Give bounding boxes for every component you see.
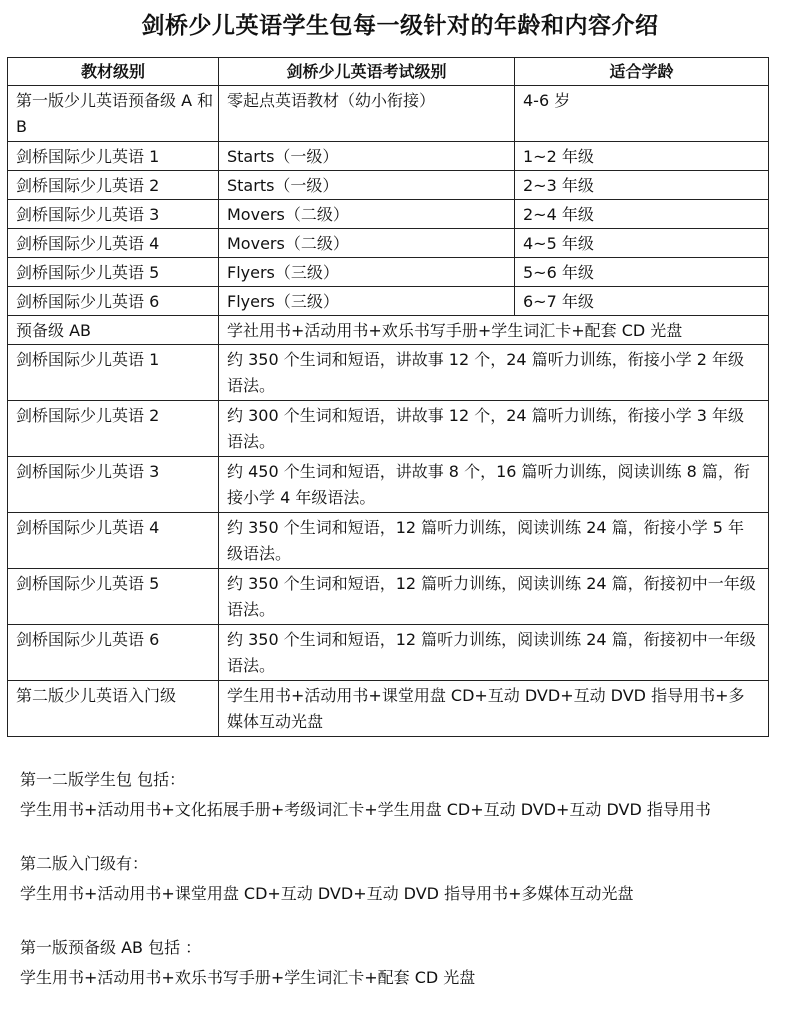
table-row: [8, 86, 769, 142]
cell-level: 剑桥国际少儿英语 4: [8, 229, 219, 258]
page-title: 剑桥少儿英语学生包每一级针对的年龄和内容介绍: [141, 12, 659, 39]
note-block: [20, 851, 790, 907]
table-row: [8, 401, 769, 457]
cell-level: 剑桥国际少儿英语 5: [8, 569, 219, 625]
header-level: 教材级别: [8, 58, 219, 86]
cell-age: 2~4 年级: [515, 200, 769, 229]
cell-content: 约 350 个生词和短语，12 篇听力训练，阅读训练 24 篇，衔接小学 5 年级语法。: [219, 513, 769, 569]
cell-level: 剑桥国际少儿英语 4: [8, 513, 219, 569]
table-row: [8, 316, 769, 345]
note-body: 学生用书+活动用书+课堂用盘 CD+互动 DVD+互动 DVD 指导用书+多媒体互动光盘: [20, 884, 634, 903]
cell-age: 6~7 年级: [515, 287, 769, 316]
note-block: [20, 767, 790, 823]
cell-exam: Movers（二级）: [219, 229, 515, 258]
table-row: [8, 681, 769, 737]
cell-content: 学社用书+活动用书+欢乐书写手册+学生词汇卡+配套 CD 光盘: [219, 316, 769, 345]
table-header-row: [8, 58, 769, 86]
header-exam: 剑桥少儿英语考试级别: [219, 58, 515, 86]
cell-level: 剑桥国际少儿英语 1: [8, 345, 219, 401]
cell-content: 学生用书+活动用书+课堂用盘 CD+互动 DVD+互动 DVD 指导用书+多媒体互动光盘: [219, 681, 769, 737]
table-row: [8, 142, 769, 171]
level-table: [7, 57, 769, 737]
cell-content: 约 350 个生词和短语，讲故事 12 个，24 篇听力训练，衔接小学 2 年级语法。: [219, 345, 769, 401]
cell-content: 约 350 个生词和短语，12 篇听力训练，阅读训练 24 篇，衔接初中一年级语法。: [219, 569, 769, 625]
cell-age: 2~3 年级: [515, 171, 769, 200]
note-body: 学生用书+活动用书+欢乐书写手册+学生词汇卡+配套 CD 光盘: [20, 968, 476, 987]
cell-level: 剑桥国际少儿英语 3: [8, 457, 219, 513]
cell-content: 约 350 个生词和短语，12 篇听力训练，阅读训练 24 篇，衔接初中一年级语法。: [219, 625, 769, 681]
cell-level: 第一版少儿英语预备级 A 和 B: [8, 86, 219, 142]
table-row: [8, 229, 769, 258]
cell-exam: Movers（二级）: [219, 200, 515, 229]
table-row: [8, 513, 769, 569]
cell-level: 剑桥国际少儿英语 2: [8, 401, 219, 457]
note-heading: 第一二版学生包 包括：: [20, 770, 186, 789]
table-row: [8, 200, 769, 229]
cell-exam: Starts（一级）: [219, 142, 515, 171]
cell-level: 第二版少儿英语入门级: [8, 681, 219, 737]
table-row: [8, 258, 769, 287]
note-heading: 第一版预备级 AB 包括 ：: [20, 938, 202, 957]
table-row: [8, 457, 769, 513]
cell-level: 剑桥国际少儿英语 2: [8, 171, 219, 200]
cell-level: 预备级 AB: [8, 316, 219, 345]
cell-age: 4-6 岁: [515, 86, 769, 142]
cell-exam: Starts（一级）: [219, 171, 515, 200]
cell-age: 5~6 年级: [515, 258, 769, 287]
table-row: [8, 625, 769, 681]
cell-exam: 零起点英语教材（幼小衔接）: [219, 86, 515, 142]
header-age: 适合学龄: [515, 58, 769, 86]
note-heading: 第二版入门级有：: [20, 854, 149, 873]
cell-level: 剑桥国际少儿英语 6: [8, 287, 219, 316]
table-row: [8, 171, 769, 200]
table-row: [8, 569, 769, 625]
table-row: [8, 345, 769, 401]
note-body: 学生用书+活动用书+文化拓展手册+考级词汇卡+学生用盘 CD+互动 DVD+互动 DVD 指导用书: [20, 800, 711, 819]
cell-age: 1~2 年级: [515, 142, 769, 171]
cell-level: 剑桥国际少儿英语 5: [8, 258, 219, 287]
cell-content: 约 450 个生词和短语，讲故事 8 个，16 篇听力训练，阅读训练 8 篇，衔接小学 4 年级语法。: [219, 457, 769, 513]
cell-level: 剑桥国际少儿英语 3: [8, 200, 219, 229]
note-block: [20, 935, 790, 991]
cell-level: 剑桥国际少儿英语 6: [8, 625, 219, 681]
cell-level: 剑桥国际少儿英语 1: [8, 142, 219, 171]
cell-exam: Flyers（三级）: [219, 258, 515, 287]
cell-exam: Flyers（三级）: [219, 287, 515, 316]
cell-age: 4~5 年级: [515, 229, 769, 258]
package-notes: [20, 767, 790, 1019]
cell-content: 约 300 个生词和短语，讲故事 12 个，24 篇听力训练，衔接小学 3 年级语法。: [219, 401, 769, 457]
table-row: [8, 287, 769, 316]
